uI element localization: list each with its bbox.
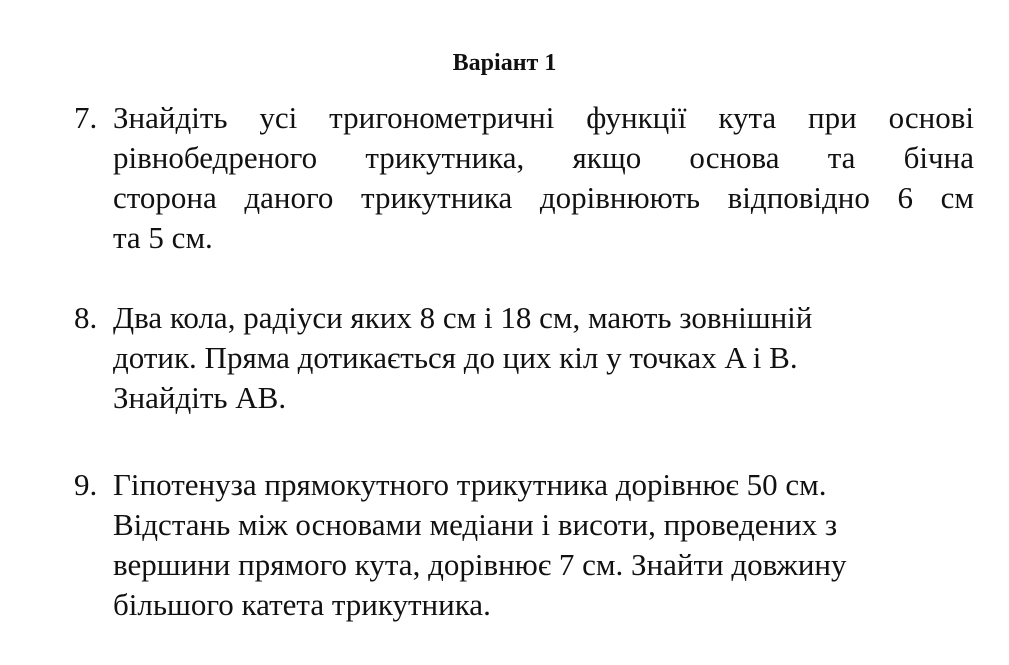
problem-line: Знайдіть AB.	[113, 380, 287, 415]
problem-line: вершини прямого кута, дорівнює 7 см. Знайти довжину	[113, 547, 847, 582]
problem-line: Гіпотенуза прямокутного трикутника дорівнює 50 см.	[113, 467, 827, 502]
problem-number: 9.	[74, 467, 98, 502]
problem-line: та 5 см.	[113, 220, 213, 255]
problem-number: 7.	[74, 100, 98, 135]
problem-9	[74, 465, 974, 625]
problem-8	[74, 298, 974, 418]
problem-text	[113, 98, 974, 258]
problem-line: Два кола, радіуси яких 8 см і 18 см, мають зовнішній	[113, 300, 813, 335]
problem-text	[113, 298, 974, 418]
problem-text	[113, 465, 974, 625]
problem-number: 8.	[74, 300, 98, 335]
problem-line: Відстань між основами медіани і висоти, проведених з	[113, 507, 838, 542]
problem-line: Знайдіть усі тригонометричні функції кута при основі	[113, 100, 974, 135]
problem-line: рівнобедреного трикутника, якщо основа та бічна	[113, 140, 974, 175]
problem-7	[74, 98, 974, 258]
problem-line: більшого катета трикутника.	[113, 587, 491, 622]
variant-title: Варіант 1	[452, 50, 557, 76]
problem-line: дотик. Пряма дотикається до цих кіл у точках A і B.	[113, 340, 798, 375]
problem-line: сторона даного трикутника дорівнюють відповідно 6 см	[113, 180, 974, 215]
